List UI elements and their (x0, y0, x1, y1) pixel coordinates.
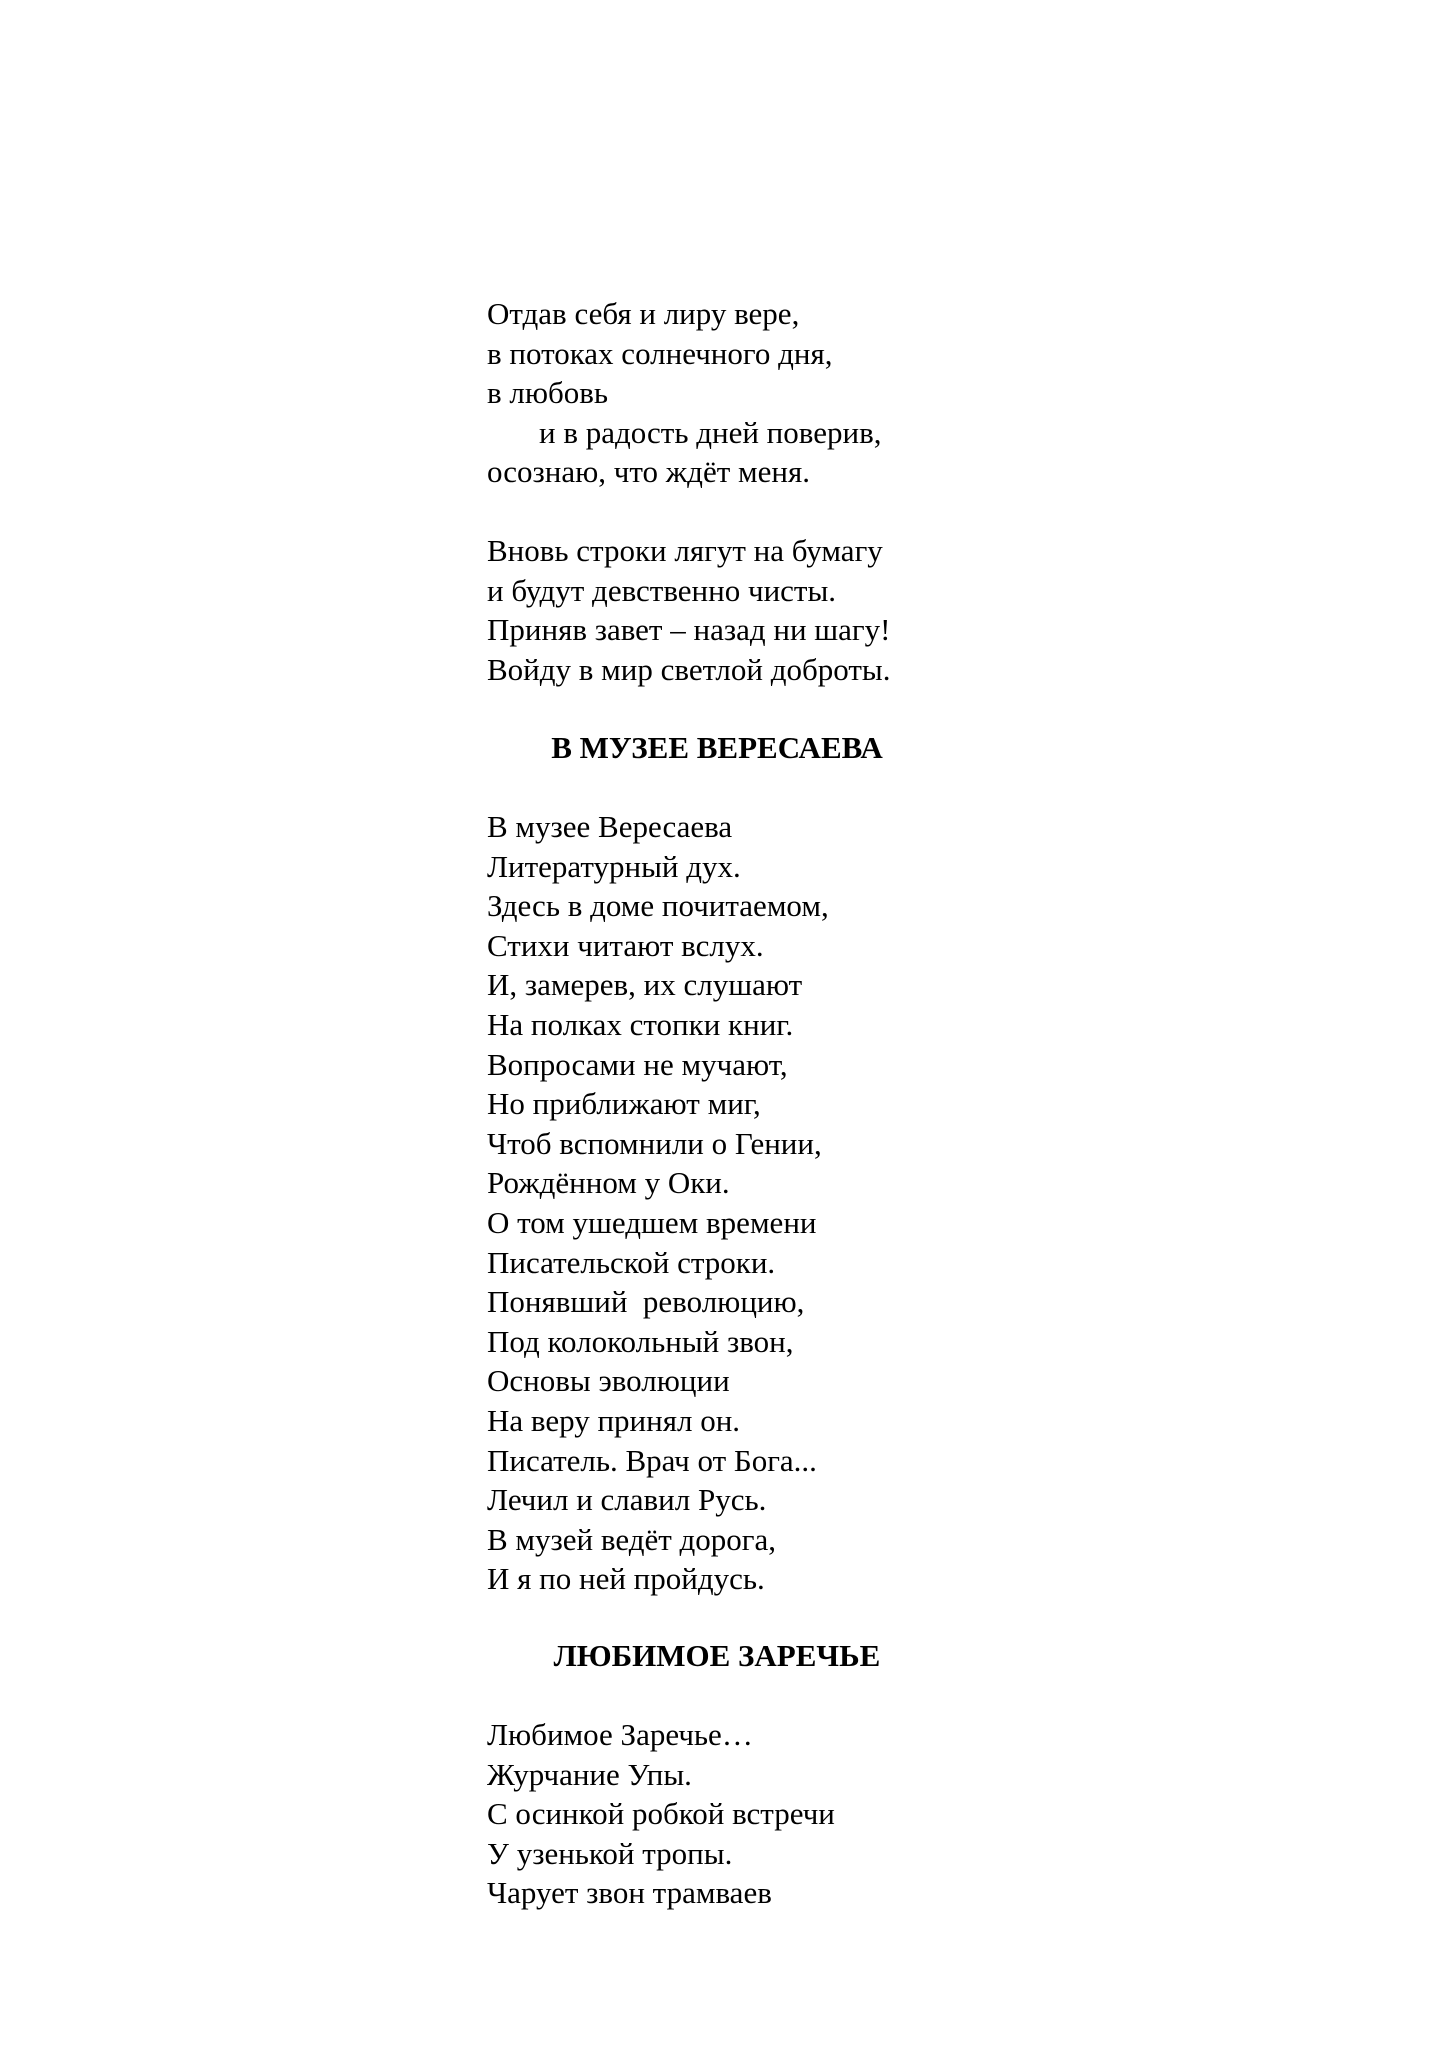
verse-line: Рождённом у Оки. (487, 1165, 730, 1201)
verse-line: Лечил и славил Русь. (487, 1482, 767, 1518)
verse-line: В музее Вересаева (487, 809, 733, 844)
verse-line: Здесь в доме почитаемом, (487, 888, 829, 924)
poem1-stanza1 (487, 294, 1187, 492)
verse-line: Чарует звон трамваев (487, 1875, 772, 1911)
verse-line: в любовь (487, 375, 609, 411)
poem-title: В МУЗЕЕ ВЕРЕСАЕВА (551, 730, 883, 765)
poem-title: ЛЮБИМОЕ ЗАРЕЧЬЕ (553, 1638, 881, 1673)
verse-line: У узенькой тропы. (487, 1835, 733, 1871)
poem3-body (487, 1715, 1187, 1913)
verse-line: Основы эволюции (487, 1363, 730, 1399)
verse-line: осознаю, что ждёт меня. (487, 454, 810, 490)
verse-line: Войду в мир светлой доброты. (487, 651, 891, 687)
verse-line: И я по ней пройдусь. (487, 1561, 765, 1597)
verse-line: На веру принял он. (487, 1402, 741, 1438)
verse-line: и будут девственно чисты. (487, 572, 837, 608)
verse-line: Приняв завет – назад ни шагу! (487, 612, 891, 648)
verse-line: Любимое Заречье… (487, 1717, 753, 1752)
verse-line: Но приближают миг, (487, 1086, 761, 1122)
verse-line: И, замерев, их слушают (487, 967, 803, 1003)
verse-line: Вопросами не мучают, (487, 1046, 788, 1082)
verse-line: Чтоб вспомнили о Гении, (487, 1125, 822, 1161)
verse-line: Стихи читают вслух. (487, 927, 764, 963)
verse-line: Литературный дух. (487, 848, 741, 884)
verse-line: в потоках солнечного дня, (487, 335, 833, 371)
verse-line: Писательской строки. (487, 1244, 776, 1280)
verse-line: и в радость дней поверив, (539, 414, 882, 450)
poem2-body (487, 807, 1187, 1599)
verse-line: Понявший революцию, (487, 1284, 805, 1320)
verse-line: В музей ведёт дорога, (487, 1521, 777, 1557)
verse-line: Журчание Упы. (487, 1756, 692, 1792)
verse-line: С осинкой робкой встречи (487, 1796, 835, 1832)
poem1-stanza2 (487, 531, 1187, 689)
verse-line: Под колокольный звон, (487, 1323, 794, 1359)
verse-line: О том ушедшем времени (487, 1204, 817, 1240)
verse-line: На полках стопки книг. (487, 1006, 794, 1042)
verse-line: Писатель. Врач от Бога... (487, 1442, 817, 1478)
verse-line: Отдав себя и лиру вере, (487, 296, 800, 331)
verse-line: Вновь строки лягут на бумагу (487, 533, 883, 568)
